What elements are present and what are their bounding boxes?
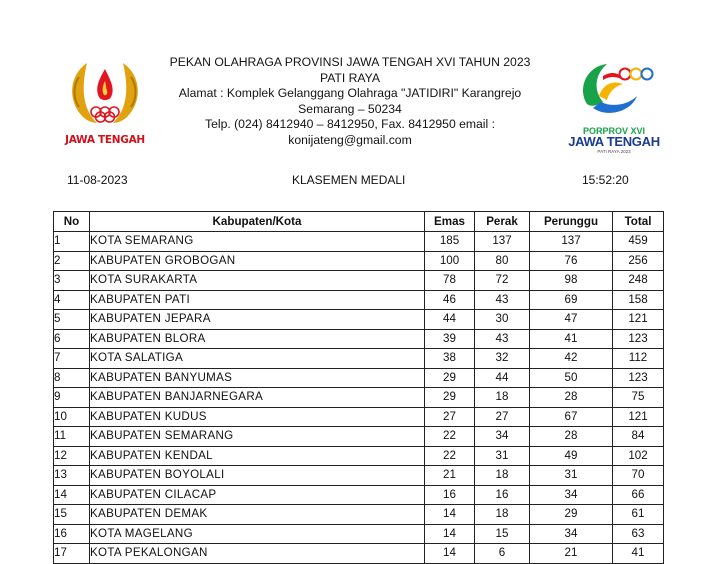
cell-total: 41 <box>613 544 664 564</box>
table-row <box>54 232 664 252</box>
cell-emas: 22 <box>425 427 475 447</box>
cell-region: KABUPATEN CILACAP <box>90 485 425 505</box>
cell-total: 123 <box>613 329 664 349</box>
cell-emas: 14 <box>425 524 475 544</box>
cell-region: KABUPATEN GROBOGAN <box>90 251 425 271</box>
cell-no: 4 <box>54 290 90 310</box>
cell-perak: 6 <box>475 544 530 564</box>
cell-perak: 18 <box>475 466 530 486</box>
cell-perunggu: 98 <box>530 271 613 291</box>
cell-perak: 15 <box>475 524 530 544</box>
cell-total: 102 <box>613 446 664 466</box>
header-subtitle: PATI RAYA <box>319 70 381 85</box>
cell-emas: 38 <box>425 349 475 369</box>
cell-perak: 32 <box>475 349 530 369</box>
table-row <box>54 524 664 544</box>
cell-perak: 34 <box>475 427 530 447</box>
cell-total: 123 <box>613 368 664 388</box>
cell-perak: 18 <box>475 388 530 408</box>
porprov-logo-line1: PORPROV XVI <box>582 126 645 136</box>
table-row <box>54 485 664 505</box>
cell-total: 248 <box>613 271 664 291</box>
cell-region: KABUPATEN BLORA <box>90 329 425 349</box>
cell-perunggu: 42 <box>530 349 613 369</box>
cell-region: KOTA MAGELANG <box>90 524 425 544</box>
cell-perunggu: 29 <box>530 505 613 525</box>
cell-no: 7 <box>54 349 90 369</box>
cell-region: KOTA SURAKARTA <box>90 271 425 291</box>
cell-perak: 16 <box>475 485 530 505</box>
cell-total: 75 <box>613 388 664 408</box>
table-row <box>54 446 664 466</box>
cell-region: KABUPATEN BANYUMAS <box>90 368 425 388</box>
cell-perunggu: 137 <box>530 232 613 252</box>
cell-perak: 44 <box>475 368 530 388</box>
header-contact: Telp. (024) 8412940 – 8412950, Fax. 8412950 email : <box>205 117 495 132</box>
cell-perunggu: 28 <box>530 427 613 447</box>
cell-perak: 80 <box>475 251 530 271</box>
cell-total: 61 <box>613 505 664 525</box>
cell-total: 70 <box>613 466 664 486</box>
table-row <box>54 466 664 486</box>
cell-perak: 18 <box>475 505 530 525</box>
porprov-logo-line3: PATI RAYA 2023 <box>597 149 631 154</box>
cell-perunggu: 69 <box>530 290 613 310</box>
table-row <box>54 271 664 291</box>
cell-region: KOTA PEKALONGAN <box>90 544 425 564</box>
cell-perunggu: 49 <box>530 446 613 466</box>
table-row <box>54 388 664 408</box>
cell-perunggu: 21 <box>530 544 613 564</box>
table-row <box>54 349 664 369</box>
cell-perak: 31 <box>475 446 530 466</box>
cell-total: 158 <box>613 290 664 310</box>
cell-region: KABUPATEN KUDUS <box>90 407 425 427</box>
cell-perak: 137 <box>475 232 530 252</box>
cell-perak: 72 <box>475 271 530 291</box>
cell-emas: 16 <box>425 485 475 505</box>
cell-perak: 27 <box>475 407 530 427</box>
cell-total: 121 <box>613 407 664 427</box>
cell-no: 13 <box>54 466 90 486</box>
cell-perunggu: 50 <box>530 368 613 388</box>
cell-perunggu: 67 <box>530 407 613 427</box>
cell-no: 15 <box>54 505 90 525</box>
cell-perunggu: 76 <box>530 251 613 271</box>
cell-no: 16 <box>54 524 90 544</box>
cell-region: KABUPATEN BOYOLALI <box>90 466 425 486</box>
table-row <box>54 407 664 427</box>
cell-perunggu: 28 <box>530 388 613 408</box>
koni-emblem-icon <box>65 55 145 135</box>
cell-perak: 30 <box>475 310 530 330</box>
cell-total: 256 <box>613 251 664 271</box>
cell-emas: 27 <box>425 407 475 427</box>
cell-no: 5 <box>54 310 90 330</box>
porprov-logo <box>565 52 663 152</box>
cell-no: 14 <box>54 485 90 505</box>
column-header-total: Total <box>613 212 664 232</box>
cell-emas: 39 <box>425 329 475 349</box>
cell-emas: 14 <box>425 505 475 525</box>
cell-total: 459 <box>613 232 664 252</box>
table-row <box>54 310 664 330</box>
table-row <box>54 505 664 525</box>
report-title: KLASEMEN MEDALI <box>292 173 406 187</box>
header-address-city: Semarang – 50234 <box>298 101 402 116</box>
table-header-row <box>54 212 664 232</box>
cell-emas: 22 <box>425 446 475 466</box>
column-header-no: No <box>54 212 90 232</box>
table-row <box>54 427 664 447</box>
cell-perunggu: 41 <box>530 329 613 349</box>
header-title: PEKAN OLAHRAGA PROVINSI JAWA TENGAH XVI TAHUN 2023 <box>169 55 531 69</box>
cell-perunggu: 31 <box>530 466 613 486</box>
cell-total: 84 <box>613 427 664 447</box>
cell-region: KABUPATEN KENDAL <box>90 446 425 466</box>
cell-emas: 185 <box>425 232 475 252</box>
cell-total: 63 <box>613 524 664 544</box>
left-logo-text: JAWA TENGAH <box>65 134 145 146</box>
cell-region: KOTA SALATIGA <box>90 349 425 369</box>
cell-total: 66 <box>613 485 664 505</box>
porprov-emblem-icon <box>573 52 655 126</box>
column-header-kabupaten-kota: Kabupaten/Kota <box>90 212 425 232</box>
table-row <box>54 368 664 388</box>
cell-emas: 44 <box>425 310 475 330</box>
cell-no: 2 <box>54 251 90 271</box>
cell-no: 1 <box>54 232 90 252</box>
table-row <box>54 329 664 349</box>
cell-emas: 46 <box>425 290 475 310</box>
cell-region: KABUPATEN DEMAK <box>90 505 425 525</box>
header-address: Alamat : Komplek Gelanggang Olahraga "JATIDIRI" Karangrejo <box>178 86 522 101</box>
table-row <box>54 251 664 271</box>
cell-emas: 14 <box>425 544 475 564</box>
cell-region: KABUPATEN JEPARA <box>90 310 425 330</box>
medal-table <box>53 211 664 564</box>
koni-jawa-tengah-logo <box>60 55 150 155</box>
cell-total: 121 <box>613 310 664 330</box>
cell-no: 10 <box>54 407 90 427</box>
header-email: konijateng@gmail.com <box>288 132 412 147</box>
cell-total: 112 <box>613 349 664 369</box>
cell-emas: 100 <box>425 251 475 271</box>
cell-region: KABUPATEN SEMARANG <box>90 427 425 447</box>
column-header-emas: Emas <box>425 212 475 232</box>
cell-emas: 21 <box>425 466 475 486</box>
cell-perak: 43 <box>475 329 530 349</box>
cell-no: 11 <box>54 427 90 447</box>
cell-region: KABUPATEN PATI <box>90 290 425 310</box>
cell-region: KOTA SEMARANG <box>90 232 425 252</box>
cell-perak: 43 <box>475 290 530 310</box>
cell-no: 8 <box>54 368 90 388</box>
cell-region: KABUPATEN BANJARNEGARA <box>90 388 425 408</box>
porprov-logo-line2: JAWA TENGAH <box>568 134 660 149</box>
cell-no: 3 <box>54 271 90 291</box>
report-date: 11-08-2023 <box>67 173 128 187</box>
cell-perunggu: 47 <box>530 310 613 330</box>
cell-emas: 29 <box>425 368 475 388</box>
cell-emas: 29 <box>425 388 475 408</box>
table-row <box>54 544 664 564</box>
column-header-perunggu: Perunggu <box>530 212 613 232</box>
cell-no: 6 <box>54 329 90 349</box>
cell-no: 9 <box>54 388 90 408</box>
document-header <box>150 55 550 149</box>
report-time: 15:52:20 <box>582 173 629 187</box>
cell-no: 17 <box>54 544 90 564</box>
column-header-perak: Perak <box>475 212 530 232</box>
cell-emas: 78 <box>425 271 475 291</box>
cell-perunggu: 34 <box>530 524 613 544</box>
cell-no: 12 <box>54 446 90 466</box>
table-row <box>54 290 664 310</box>
cell-perunggu: 34 <box>530 485 613 505</box>
